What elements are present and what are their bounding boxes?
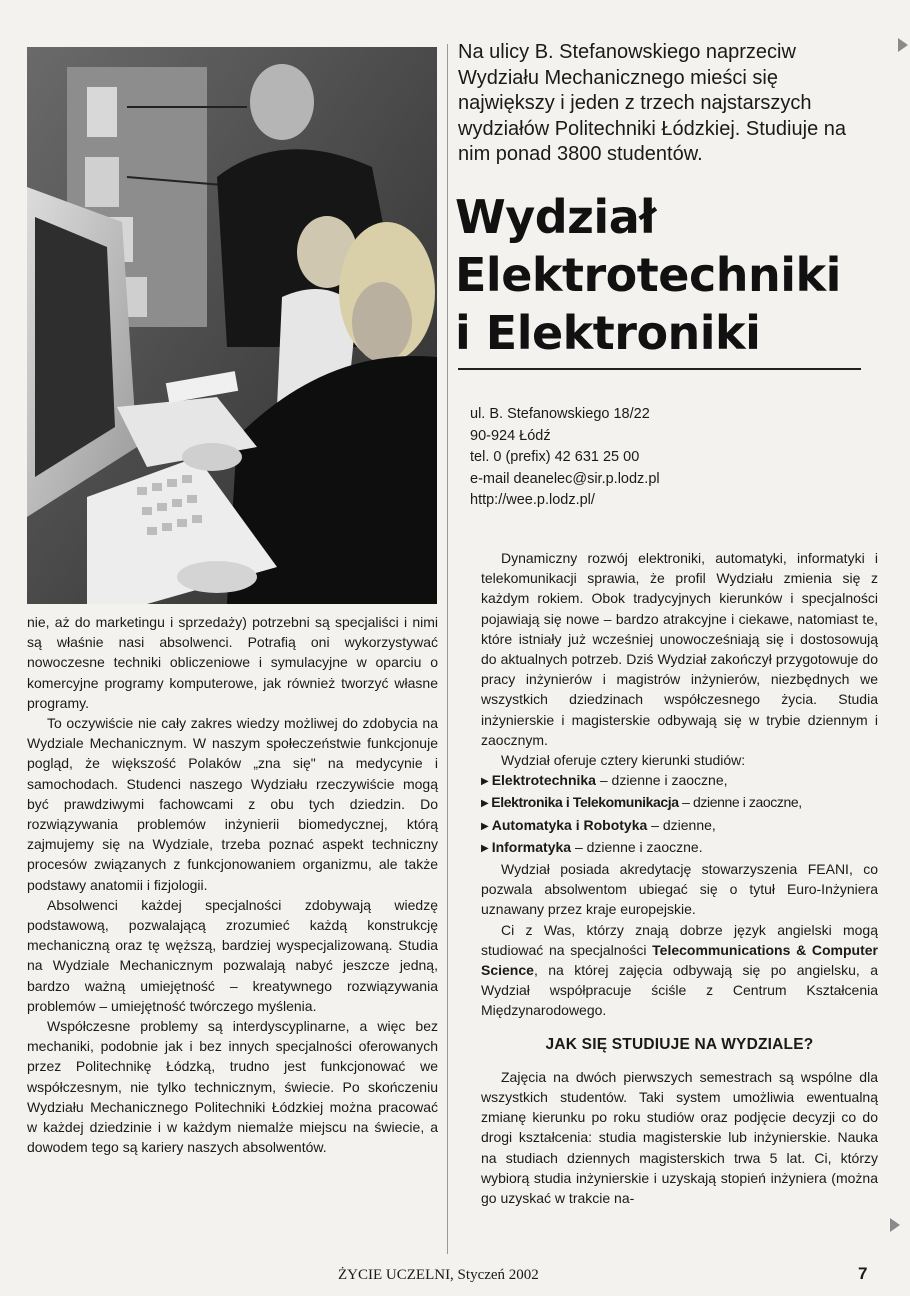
title-line: Elektrotechniki — [455, 248, 841, 302]
title-rule — [458, 368, 861, 370]
address-phone: tel. 0 (prefix) 42 631 25 00 — [470, 449, 640, 465]
right-column-text — [481, 548, 878, 1208]
course-name: Elektrotechnika — [491, 772, 596, 789]
photo-illustration — [27, 47, 437, 604]
course-list-item — [481, 792, 878, 814]
continue-arrow-icon — [890, 1218, 900, 1232]
course-list-item — [481, 770, 878, 792]
bullet-icon: ▶ — [481, 820, 489, 832]
contact-block — [470, 404, 850, 512]
bullet-icon: ▶ — [481, 776, 489, 788]
course-mode: – dzienne i zaoczne, — [678, 794, 802, 811]
left-column-text — [27, 612, 438, 1157]
course-mode: – dzienne, — [647, 816, 716, 833]
section-heading: JAK SIĘ STUDIUJE NA WYDZIALE? — [545, 1035, 814, 1053]
page-title — [455, 188, 875, 362]
right-paragraph: Dynamiczny rozwój elektroniki, automatyki, informatyki i telekomunikacji sprawia, że profil Wydziału zmienia się z każdym rokiem. Obok tradycyjnych kierunków i specjalności pojawiają się nowe – bardzo atrakcyjne i ciekawe, natomiast te, które istniały już wcześniej unowocześniają się i dostosowują do aktualnych potrzeb. Dziś Wydział zakończył przygotowuje do pracy inżynierów i magistrów inżynierów, niezbędnych we wszystkich dziedzinach współczesnego życia. Studia inżynierskie i magisterskie odbywają się w trybie dziennym i zaocznym. — [481, 550, 878, 748]
course-list-item — [481, 837, 878, 859]
bullet-icon: ▶ — [481, 798, 489, 810]
course-list-item — [481, 815, 878, 837]
students-photo — [27, 47, 437, 604]
column-divider — [447, 44, 448, 1254]
right-paragraph: Wydział posiada akredytację stowarzyszenia FEANI, co pozwala absolwentom ubiegać się o tytuł Euro-Inżyniera uznawany przez kraje europejskie. — [481, 861, 878, 918]
right-paragraph: Zajęcia na dwóch pierwszych semestrach są wspólne dla wszystkich studentów. Taki system umożliwia ewentualną zmianę kierunku po roku studiów oraz podjęcie decyzji co do drogi kształcenia: studia magisterskie lub inżynierskie. Nauka na studiach dziennych magisterskich trwa 5 lat. Ci, którzy wybiorą studia inżynierskie i uzyskają stopień inżyniera (można go uzyskać w trakcie na- — [481, 1068, 878, 1207]
page-number: 7 — [858, 1264, 868, 1283]
bullet-icon: ▶ — [481, 842, 489, 854]
course-mode: – dzienne i zaoczne, — [595, 772, 728, 789]
title-line: i Elektroniki — [455, 306, 761, 360]
intro-lead: Na ulicy B. Stefanowskiego naprzeciw Wydziału Mechanicznego mieści się największy i jeden z trzech najstarszych wydziałów Politechniki Łódzkiej. Studiuje na nim ponad 3800 studentów. — [458, 41, 846, 165]
address-city: 90-924 Łódź — [470, 427, 551, 444]
course-name: Elektronika i Telekomunikacja — [491, 794, 679, 811]
address-email: e-mail deanelec@sir.p.lodz.pl — [470, 470, 660, 487]
course-name: Automatyka i Robotyka — [491, 816, 648, 833]
left-paragraph: nie, aż do marketingu i sprzedaży) potrzebni są specjaliści i nimi są właśnie nasi absolwenci. Potrafią oni wykorzystywać nowoczesne techniki obliczeniowe i symulacyjne w oparciu o komercyjne programy komputerowe, jak również tworzyć własne programy. — [27, 614, 438, 711]
left-paragraph: Współczesne problemy są interdyscyplinarne, a więc bez mechaniki, podobnie jak i bez innych specjalności oferowanych przez Politechnikę Łódzką, trudno jest funkcjonować we współczesnym, nie tylko technicznym, świecie. Po skończeniu Wydziału Mechanicznego Politechniki Łódzkiej można pracować w każdej dziedzinie i w każdym niemalże miejscu na świecie, a dowodem tego są kariery naszych absolwentów. — [27, 1018, 438, 1156]
right-paragraph: Wydział oferuje cztery kierunki studiów: — [501, 752, 746, 769]
left-paragraph: To oczywiście nie cały zakres wiedzy możliwej do zdobycia na Wydziale Mechanicznym. W naszym społeczeństwie funkcjonuje pogląd, że większość Polaków „zna się" na medycynie i samochodach. Studenci naszego Wydziału rzeczywiście mogą być prawdziwymi fachowcami z obu tych dziedzin. Do rozwiązywania problemów inżynierii biomedycznej, którą zajmujemy się na Wydziale, trzeba poznać aspekt techniczny procesów związanych z funkcjonowaniem organizmu, ale także podstawy anatomii i fizjologii. — [27, 715, 438, 893]
continue-arrow-icon — [898, 38, 908, 52]
running-footer: ŻYCIE UCZELNI, Styczeń 2002 — [338, 1267, 539, 1283]
course-name: Informatyka — [491, 838, 572, 855]
course-mode: – dzienne i zaoczne. — [571, 838, 703, 855]
address-website: http://wee.p.lodz.pl/ — [470, 492, 595, 508]
right-paragraph: Ci z Was, którzy znają dobrze język angielski mogą studiować na specjalności Telecommunications & Computer Science, na której zajęcia odbywają się po angielsku, a Wydział współpracuje ściśle z Centrum Kształcenia Międzynarodowego. — [481, 921, 878, 1019]
left-paragraph: Absolwenci każdej specjalności zdobywają wiedzę podstawową, pozwalającą zrozumieć każdą konstrukcję mechaniczną oraz tę węższą, bardziej wyspecjalizowaną. Studia na Wydziale Mechanicznym pozwalają nabyć jeszcze jedną, bardzo ważną umiejętność – kreatywnego rozwiązywania problemów – umiejętność twórczego myślenia. — [27, 896, 438, 1014]
address-street: ul. B. Stefanowskiego 18/22 — [470, 406, 650, 422]
specialization-name: Telecommunications & Computer Science — [481, 941, 878, 979]
title-line: Wydział — [455, 190, 656, 244]
